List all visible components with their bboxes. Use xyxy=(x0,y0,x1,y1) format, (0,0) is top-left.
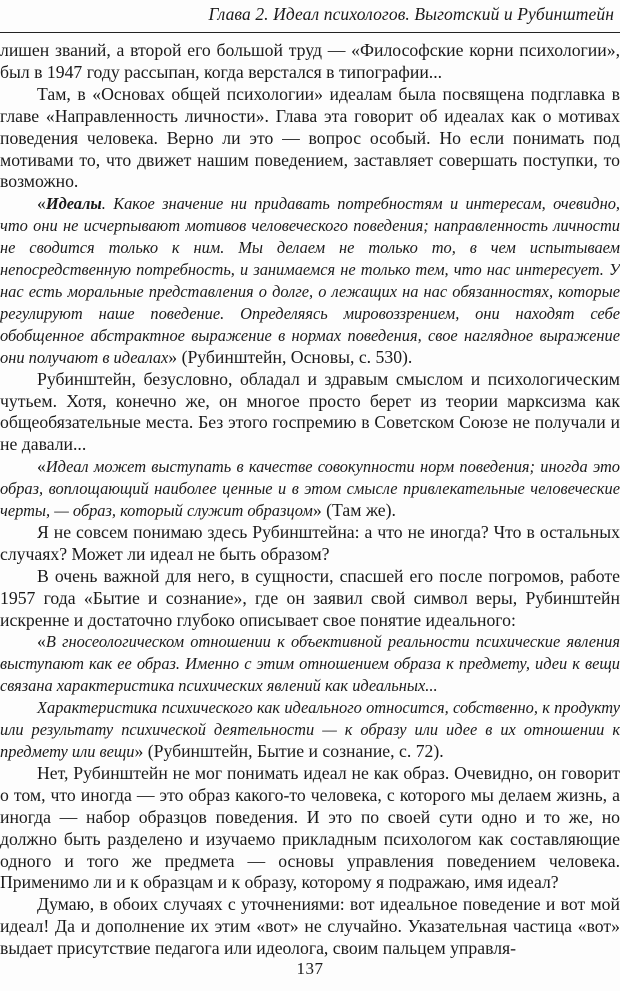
quotation-italic: . Какое значение ни придавать потребностям и интересам, очевидно, что они не исчерпывают мотивов человеческого поведения; направленность личности не сводится только к ним. Мы делаем не только то, в чем испытываем непосредственную потребность, и занимаемся не только тем, что нас интересует. У нас есть моральные представления о долге, о лежащих на нас обязанностях, которые регулируют наше поведение. Определяясь мировоззрением, они находят себе обобщенное абстрактное выражение в нормах поведения, свое наглядное выражение они получают в идеалах xyxy=(0,194,620,367)
body-text xyxy=(0,40,620,960)
page-number: 137 xyxy=(296,959,324,978)
quotation-tail: » (Рубинштейн, Основы, с. 530). xyxy=(168,346,413,367)
quotation xyxy=(0,631,620,697)
running-header: Глава 2. Идеал психологов. Выготский и Рубинштейн xyxy=(208,4,614,24)
quotation-open: « xyxy=(37,456,46,477)
paragraph: Нет, Рубинштейн не мог понимать идеал не как образ. Очевидно, он говорит о том, что иногда — это образ какого-то человека, с которого мы делаем жизнь, а иногда — набор образцов поведения. И это по своей сути одно и то же, но должно быть разделено и изучаемо прикладным психологом как составляющие одного и того же предмета — основы управления поведением человека. Применимо ли и к образцам и к образу, которому я подражаю, имя идеал? xyxy=(0,762,620,893)
paragraph: Думаю, в обоих случаях с уточнениями: вот идеальное поведение и вот мой идеал! Да и дополнение их этим «вот» не случайно. Указательная частица «вот» выдает присутствие педагога или идеолога, своим пальцем управля- xyxy=(0,894,620,959)
paragraph: лишен званий, а второй его большой труд — «Философские корни психологии», был в 1947 году рассыпан, когда верстался в типографии... xyxy=(0,40,620,82)
header-rule xyxy=(0,32,620,33)
paragraph: В очень важной для него, в сущности, спасшей его после погромов, работе 1957 года «Бытие и сознание», где он заявил свой символ веры, Рубинштейн искренне и достаточно глубоко описывает свое понятие идеального: xyxy=(0,565,620,630)
quotation-italic: В гносеологическом отношении к объективной реальности психические явления выступают как ее образ. Именно с этим отношением образа к предмету, идеи к вещи связана характеристика психических явлений как идеальных... xyxy=(0,632,620,696)
paragraph: Я не совсем понимаю здесь Рубинштейна: а что не иногда? Что в остальных случаях? Может ли идеал не быть образом? xyxy=(0,521,620,564)
quotation xyxy=(0,193,620,368)
quotation-tail: » (Там же). xyxy=(312,500,396,521)
quotation xyxy=(0,456,620,522)
quotation-open: « xyxy=(37,193,46,214)
quotation-italic: Характеристика психического как идеального относится, собственно, к продукту или результату психической деятельности — к образу или идее в их отношении к предмету или вещи xyxy=(0,698,620,761)
quotation-italic: Идеал может выступать в качестве совокупности норм поведения; иногда это образ, воплощающий наиболее ценные и в этом смысле привлекательные человеческие черты, — образ, который служит образцом xyxy=(0,457,620,521)
quotation-tail: » (Рубинштейн, Бытие и сознание, с. 72). xyxy=(134,741,444,761)
quotation xyxy=(0,697,620,763)
paragraph: Рубинштейн, безусловно, обладал и здравым смыслом и психологическим чутьем. Хотя, конечно же, он многое просто берет из теории марксизма как общеобязательные места. Без этого госпремию в Советском Союзе не получали и не давали... xyxy=(0,368,620,455)
quotation-open: « xyxy=(37,631,46,652)
quotation-bold: Идеалы xyxy=(45,194,102,214)
paragraph: Там, в «Основах общей психологии» идеалам была посвящена подглавка в главе «Направленность личности». Глава эта говорит об идеалах как о мотивах поведения человека. Верно ли это — вопрос особый. Но если понимать под мотивами то, что движет нашим поведением, заставляет совершать поступки, то возможно. xyxy=(0,83,620,192)
